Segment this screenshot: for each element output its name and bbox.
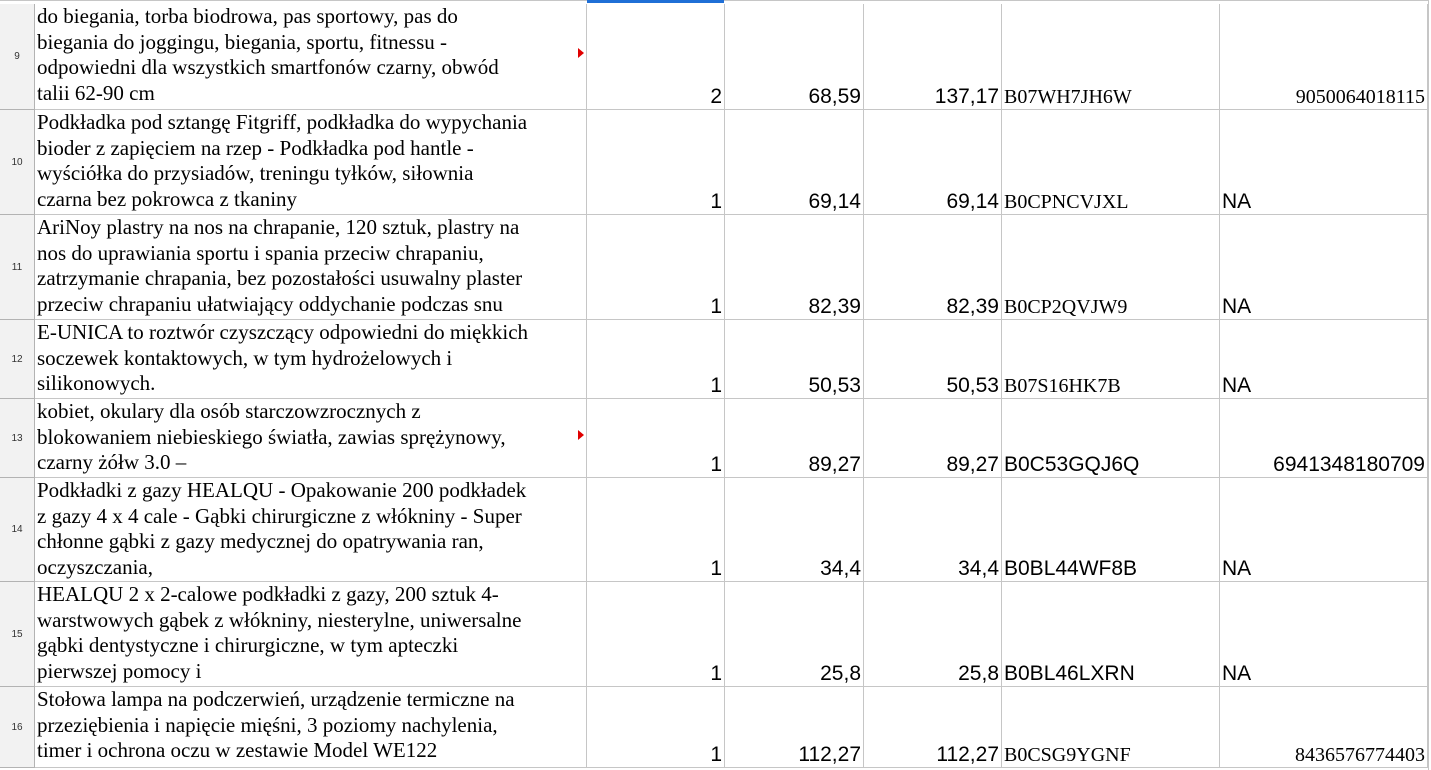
description-line: timer i ochrona oczu w zestawie Model WE122 bbox=[37, 738, 438, 763]
asin-cell[interactable] bbox=[1002, 478, 1220, 582]
total-cell[interactable] bbox=[864, 320, 1002, 399]
description-line: przeciw chrapaniu ułatwiający oddychanie podczas snu bbox=[37, 292, 503, 317]
unit-price-cell[interactable] bbox=[725, 4, 864, 110]
total-cell[interactable] bbox=[864, 399, 1002, 478]
description-line: czarna bez pokrowca z tkaniny bbox=[37, 187, 298, 212]
description-line: HEALQU 2 x 2-calowe podkładki z gazy, 200 sztuk 4- bbox=[37, 582, 499, 606]
quantity-cell-value: 1 bbox=[710, 557, 722, 580]
row-header[interactable]: 12 bbox=[0, 320, 35, 399]
description-line: kobiet, okulary dla osób starczowzrocznych z bbox=[37, 399, 421, 423]
unit-price-cell-value: 89,27 bbox=[808, 453, 861, 476]
description-cell[interactable] bbox=[35, 110, 587, 215]
row-header[interactable]: 14 bbox=[0, 478, 35, 582]
quantity-cell[interactable] bbox=[587, 687, 725, 768]
description-line: odpowiedni dla wszystkich smartfonów czarny, obwód bbox=[37, 55, 499, 80]
total-cell-value: 112,27 bbox=[936, 743, 999, 766]
asin-value: B0C53GQJ6Q bbox=[1004, 453, 1140, 476]
ean-value: NA bbox=[1222, 295, 1252, 318]
selected-cell-border bbox=[587, 0, 724, 3]
description-cell[interactable] bbox=[35, 582, 587, 687]
unit-price-cell[interactable] bbox=[725, 215, 864, 320]
text-overflow-indicator-icon bbox=[578, 48, 584, 58]
total-cell-value: 50,53 bbox=[946, 374, 999, 397]
description-line: Podkładka pod sztangę Fitgriff, podkładka do wypychania bbox=[37, 110, 528, 134]
asin-cell[interactable] bbox=[1002, 687, 1220, 768]
unit-price-cell-value: 112,27 bbox=[798, 743, 861, 766]
description-line: gąbki dentystyczne i chirurgiczne, w tym apteczki bbox=[37, 633, 459, 658]
description-cell[interactable] bbox=[35, 687, 587, 768]
description-line: wyściółka do przysiadów, treningu tyłków, siłownia bbox=[37, 161, 474, 186]
unit-price-cell-value: 68,59 bbox=[808, 85, 861, 108]
ean-cell[interactable] bbox=[1220, 320, 1428, 399]
asin-value: B0BL46LXRN bbox=[1004, 662, 1135, 685]
ean-value: 9050064018115 bbox=[1295, 86, 1425, 108]
description-line: soczewek kontaktowych, w tym hydrożelowych i bbox=[37, 345, 453, 370]
ean-value: 6941348180709 bbox=[1273, 453, 1425, 476]
asin-cell[interactable] bbox=[1002, 215, 1220, 320]
quantity-cell[interactable] bbox=[587, 478, 725, 582]
ean-value: NA bbox=[1222, 662, 1252, 685]
total-cell-value: 137,17 bbox=[934, 85, 999, 108]
asin-cell[interactable] bbox=[1002, 582, 1220, 687]
total-cell-value: 82,39 bbox=[946, 295, 999, 318]
unit-price-cell-value: 34,4 bbox=[820, 557, 861, 580]
description-line: czarny żółw 3.0 – bbox=[37, 450, 187, 475]
asin-cell[interactable] bbox=[1002, 320, 1220, 399]
description-line: silikonowych. bbox=[37, 371, 156, 396]
quantity-cell-value: 1 bbox=[710, 662, 722, 685]
total-cell[interactable] bbox=[864, 110, 1002, 215]
unit-price-cell[interactable] bbox=[725, 399, 864, 478]
quantity-cell-value: 1 bbox=[710, 190, 722, 213]
quantity-cell-value: 1 bbox=[710, 453, 722, 476]
description-line: pierwszej pomocy i bbox=[37, 659, 202, 684]
description-cell[interactable] bbox=[35, 215, 587, 320]
unit-price-cell[interactable] bbox=[725, 478, 864, 582]
row-header[interactable]: 9 bbox=[0, 4, 35, 110]
description-cell[interactable] bbox=[35, 320, 587, 399]
description-line: z gazy 4 x 4 cale - Gąbki chirurgiczne z włókniny - Super bbox=[37, 503, 522, 528]
ean-value: NA bbox=[1222, 557, 1252, 580]
quantity-cell-value: 1 bbox=[710, 374, 722, 397]
quantity-cell-value: 1 bbox=[710, 743, 722, 766]
quantity-cell[interactable] bbox=[587, 320, 725, 399]
total-cell[interactable] bbox=[864, 582, 1002, 687]
row-header[interactable]: 10 bbox=[0, 110, 35, 215]
asin-value: B0CP2QVJW9 bbox=[1004, 296, 1128, 318]
asin-value: B07S16HK7B bbox=[1004, 375, 1121, 397]
description-cell[interactable] bbox=[35, 399, 587, 478]
ean-cell[interactable] bbox=[1220, 4, 1428, 110]
unit-price-cell-value: 69,14 bbox=[808, 190, 861, 213]
unit-price-cell[interactable] bbox=[725, 320, 864, 399]
description-cell[interactable] bbox=[35, 478, 587, 582]
total-cell[interactable] bbox=[864, 687, 1002, 768]
description-line: oczyszczania, bbox=[37, 555, 154, 580]
ean-cell[interactable] bbox=[1220, 215, 1428, 320]
quantity-cell[interactable] bbox=[587, 4, 725, 110]
quantity-cell-value: 1 bbox=[710, 295, 722, 318]
quantity-cell[interactable] bbox=[587, 399, 725, 478]
description-line: Stołowa lampa na podczerwień, urządzenie termiczne na bbox=[37, 687, 515, 711]
ean-cell[interactable] bbox=[1220, 582, 1428, 687]
unit-price-cell-value: 82,39 bbox=[808, 295, 861, 318]
description-line: chłonne gąbki z gazy medycznej do opatrywania ran, bbox=[37, 529, 484, 554]
unit-price-cell-value: 50,53 bbox=[808, 374, 861, 397]
total-cell[interactable] bbox=[864, 478, 1002, 582]
row-header[interactable]: 15 bbox=[0, 582, 35, 687]
asin-cell[interactable] bbox=[1002, 4, 1220, 110]
row-header[interactable]: 13 bbox=[0, 399, 35, 478]
description-line: E-UNICA to roztwór czyszczący odpowiedni do miękkich bbox=[37, 320, 529, 344]
quantity-cell-value: 2 bbox=[710, 85, 722, 108]
total-cell-value: 25,8 bbox=[958, 662, 999, 685]
description-line: nos do uprawiania sportu i spania przeciw chrapaniu, bbox=[37, 240, 484, 265]
quantity-cell[interactable] bbox=[587, 110, 725, 215]
ean-cell[interactable] bbox=[1220, 399, 1428, 478]
ean-cell[interactable] bbox=[1220, 478, 1428, 582]
asin-value: B07WH7JH6W bbox=[1004, 86, 1132, 108]
ean-value: NA bbox=[1222, 190, 1252, 213]
total-cell-value: 89,27 bbox=[946, 453, 999, 476]
unit-price-cell[interactable] bbox=[725, 687, 864, 768]
description-line: warstwowych gąbek z włókniny, niesterylne, uniwersalne bbox=[37, 607, 522, 632]
total-cell-value: 69,14 bbox=[946, 190, 999, 213]
description-line: do biegania, torba biodrowa, pas sportowy, pas do bbox=[37, 4, 458, 28]
unit-price-cell[interactable] bbox=[725, 582, 864, 687]
asin-value: B0CPNCVJXL bbox=[1004, 191, 1129, 213]
unit-price-cell-value: 25,8 bbox=[820, 662, 861, 685]
description-line: Podkładki z gazy HEALQU - Opakowanie 200 podkładek bbox=[37, 478, 527, 502]
text-overflow-indicator-icon bbox=[578, 430, 584, 440]
quantity-cell[interactable] bbox=[587, 215, 725, 320]
total-cell[interactable] bbox=[864, 215, 1002, 320]
row-header[interactable]: 11 bbox=[0, 215, 35, 320]
description-line: talii 62-90 cm bbox=[37, 81, 155, 106]
ean-cell[interactable] bbox=[1220, 687, 1428, 768]
description-cell[interactable] bbox=[35, 4, 587, 110]
asin-value: B0CSG9YGNF bbox=[1004, 744, 1131, 766]
description-line: blokowaniem niebieskiego światła, zawias sprężynowy, bbox=[37, 424, 506, 449]
description-line: AriNoy plastry na nos na chrapanie, 120 sztuk, plastry na bbox=[37, 215, 520, 239]
ean-value: 8436576774403 bbox=[1295, 744, 1425, 766]
total-cell[interactable] bbox=[864, 4, 1002, 110]
unit-price-cell[interactable] bbox=[725, 110, 864, 215]
description-line: bioder z zapięciem na rzep - Podkładka pod hantle - bbox=[37, 135, 474, 160]
ean-value: NA bbox=[1222, 374, 1252, 397]
asin-cell[interactable] bbox=[1002, 110, 1220, 215]
description-line: zatrzymanie chrapania, bez pozostałości usuwalny plaster bbox=[37, 266, 523, 291]
asin-cell[interactable] bbox=[1002, 399, 1220, 478]
asin-value: B0BL44WF8B bbox=[1004, 557, 1138, 580]
description-line: biegania do joggingu, biegania, sportu, fitnessu - bbox=[37, 29, 448, 54]
total-cell-value: 34,4 bbox=[958, 557, 999, 580]
row-header[interactable]: 16 bbox=[0, 687, 35, 768]
quantity-cell[interactable] bbox=[587, 582, 725, 687]
description-line: przeziębienia i napięcie mięśni, 3 poziomy nachylenia, bbox=[37, 712, 498, 737]
ean-cell[interactable] bbox=[1220, 110, 1428, 215]
